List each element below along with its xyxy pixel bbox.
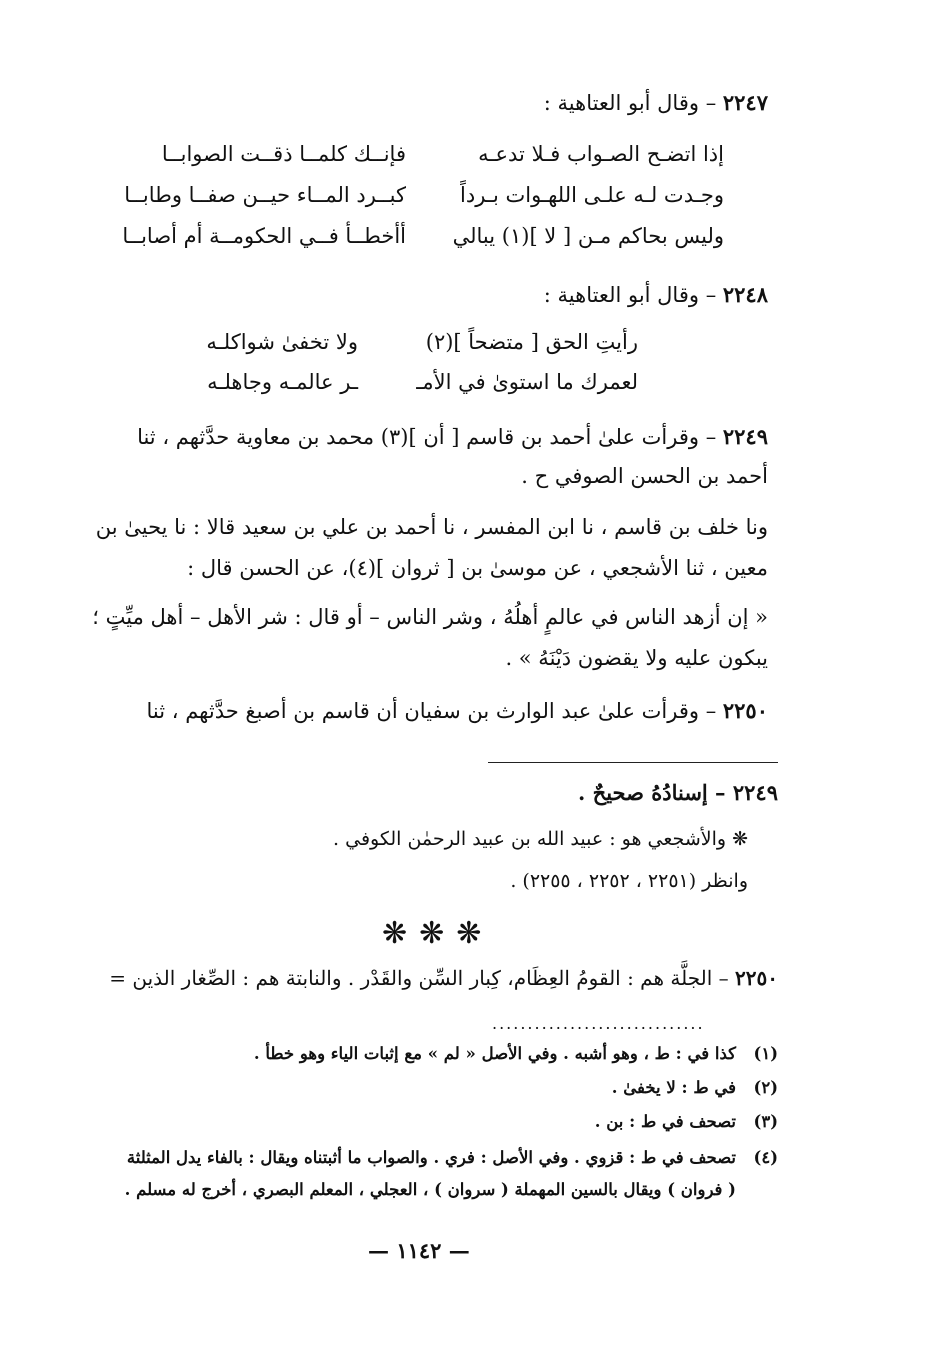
commentary-text: – الجلَّة هم : القومُ العِظَام، كِبار السِّن والقَدْر . والنابتة هم : الصِّغار الذين = xyxy=(109,966,736,990)
commentary-number: ٢٢٥٠ xyxy=(735,966,778,990)
footnote-number: (٣) xyxy=(753,1112,778,1131)
entry-2250 xyxy=(147,698,769,723)
chain-line-2: معين ، ثنا الأشجعي ، عن موسىٰ بن [ ثروان ](٤)، عن الحسن قال : xyxy=(187,556,768,580)
footnote-text: كذا في : ط ، وهو أشبه . وفي الأصل « لم » مع إثبات الياء وهو خطأ . xyxy=(253,1044,736,1063)
entry-2248-header xyxy=(544,282,768,307)
quote-line-1: « إن أزهد الناس في عالمٍ أهلُهُ ، وشر الناس – أو قال : شر الأهل – أهل ميِّتٍ ؛ xyxy=(92,605,768,629)
entry-number: ٢٢٤٧ xyxy=(722,90,768,115)
verse-left-5: ـر عالمـه وجاهلـه xyxy=(207,370,358,394)
entry-text: – وقرأت علىٰ أحمد بن قاسم [ أن ](٣) محمد بن معاوية حدَّثهم ، ثنا xyxy=(137,425,723,449)
section-divider-stars: ❋❋❋ xyxy=(382,916,494,951)
footnote-text: تصحف في ط : بن . xyxy=(594,1112,736,1131)
commentary-2249-title xyxy=(578,780,778,805)
footnote-number: (٤) xyxy=(753,1148,778,1167)
commentary-title-text: – إسنادُهُ صحيحٌ . xyxy=(578,780,733,805)
commentary-separator xyxy=(488,762,778,763)
verse-left-1: فإنــك كلمــا ذقــت الصوابــا xyxy=(161,142,406,166)
verse-right-3: وليس بحاكم مـن [ لا ](١) يبالي xyxy=(452,224,724,248)
entry-header-text: – وقال أبو العتاهية : xyxy=(543,91,723,115)
verse-right-4: رأيتِ الحق [ متضحاً ](٢) xyxy=(425,330,638,354)
entry-header-text: – وقال أبو العتاهية : xyxy=(543,283,723,307)
entry-number: ٢٢٤٩ xyxy=(722,424,768,449)
footnote-number: (٢) xyxy=(753,1078,778,1097)
commentary-note-1: ❋ والأشجعي هو : عبيد الله بن عبيد الرحمٰن الكوفي . xyxy=(333,828,748,850)
footnote-4 xyxy=(78,1148,778,1167)
entry-number: ٢٢٤٨ xyxy=(722,282,768,307)
entry-number: ٢٢٥٠ xyxy=(722,698,768,723)
verse-right-2: وجـدت لـه علـى اللهـوات بـرداً xyxy=(460,183,724,207)
entry-2249-line2: أحمد بن الحسن الصوفي ح . xyxy=(521,464,768,488)
footnote-dots: .............................. xyxy=(492,1014,705,1033)
footnote-1 xyxy=(88,1044,778,1063)
entry-2247-header xyxy=(544,90,768,115)
footnote-text: تصحف في ط : قزوي . وفي الأصل : فري . والصواب ما أثبتناه ويقال : بالفاء يدل المثلثة xyxy=(126,1148,736,1167)
verse-left-4: ولا تخفىٰ شواكلـه xyxy=(206,330,358,354)
footnote-3 xyxy=(88,1112,778,1131)
footnote-number: (١) xyxy=(753,1044,778,1063)
entry-text: – وقرأت علىٰ عبد الوارث بن سفيان أن قاسم بن أصبغ حدَّثهم ، ثنا xyxy=(146,699,723,723)
commentary-number: ٢٢٤٩ xyxy=(732,780,778,805)
verse-left-3: أأخطــأ فــي الحكومــة أم أصابــا xyxy=(122,224,406,248)
verse-right-5: لعمرك ما استوىٰ في الأمـ xyxy=(416,370,638,394)
commentary-note-2: وانظر (٢٢٥١ ، ٢٢٥٢ ، ٢٢٥٥) . xyxy=(510,870,748,892)
footnote-2 xyxy=(88,1078,778,1097)
verse-left-2: كبــرد المــاء حيــن صفــا وطابــا xyxy=(124,183,406,207)
footnote-4-continued: ( فروان ) ويقال بالسين المهملة ( سروان ) ، العجلي ، المعلم البصري ، أخرج له مسلم . xyxy=(124,1180,736,1199)
verse-right-1: إذا اتضـح الصـواب فـلا تدعـه xyxy=(478,142,724,166)
quote-line-2: يبكون عليه ولا يقضون دَيْنَهُ » . xyxy=(505,646,768,670)
chain-line-1: ونا خلف بن قاسم ، نا ابن المفسر ، نا أحمد بن علي بن سعيد قالا : نا يحيىٰ بن xyxy=(95,515,768,539)
entry-2249-line1 xyxy=(137,424,768,449)
footnote-text: في ط : لا يخفىٰ . xyxy=(611,1078,736,1097)
page-number: — ١١٤٢ — xyxy=(368,1238,470,1263)
commentary-2250 xyxy=(109,966,778,990)
